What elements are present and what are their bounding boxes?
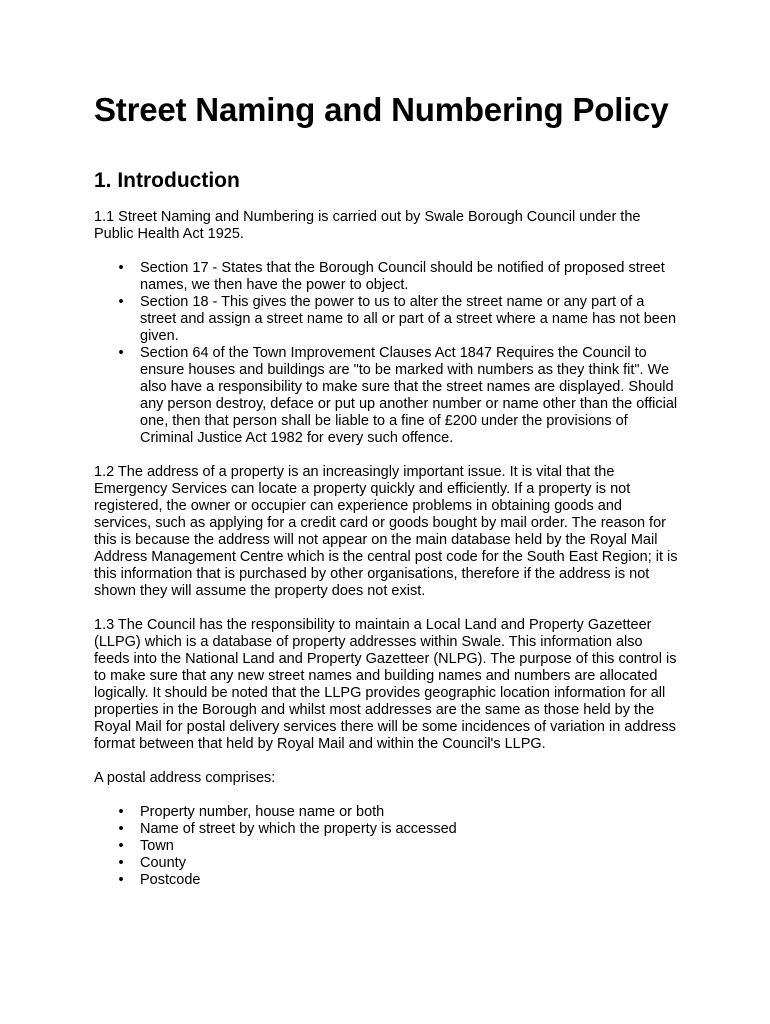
postal-address-intro: A postal address comprises: <box>94 770 276 786</box>
list-item-text: Section 64 of the Town Improvement Clauses Act 1847 Requires the Council to ensure houses and buildings are "to be marked with numbers as they think fit". We also have a responsibility to make sure that the street names are displayed. Should any person destroy, deface or put up another number or name other than the official one, then that person shall be liable to a fine of £200 under the provisions of Criminal Justice Act 1982 for every such offence. <box>140 345 678 446</box>
list-item-text: Section 18 - This gives the power to us to alter the street name or any part of a street and assign a street name to all or part of a street where a name has not been given. <box>140 294 677 344</box>
list-item-text: County <box>140 855 186 871</box>
section-heading-introduction: 1. Introduction <box>94 169 240 192</box>
bullet-icon: • <box>118 345 124 361</box>
legislation-list <box>94 260 680 447</box>
paragraph-1-1: 1.1 Street Naming and Numbering is carried out by Swale Borough Council under the Public Health Act 1925. <box>94 209 641 242</box>
bullet-icon: • <box>118 838 124 854</box>
list-item <box>118 260 680 294</box>
list-item-text: Section 17 - States that the Borough Council should be notified of proposed street names, we then have the power to object. <box>140 260 665 293</box>
list-item-text: Town <box>140 838 174 854</box>
paragraph-1-2: 1.2 The address of a property is an increasingly important issue. It is vital that the Emergency Services can locate a property quickly and efficiently. If a property is not registered, the owner or occupier can experience problems in obtaining goods and services, such as applying for a credit card or goods bought by mail order. The reason for this is because the address will not appear on the main database held by the Royal Mail Address Management Centre which is the central post code for the South East Region; it is this information that is purchased by other organisations, therefore if the address is not shown they will assume the property does not exist. <box>94 464 678 599</box>
list-item-text: Property number, house name or both <box>140 804 385 820</box>
list-item <box>118 804 680 821</box>
bullet-icon: • <box>118 260 124 276</box>
list-item <box>118 838 680 855</box>
list-item <box>118 872 680 889</box>
list-item <box>118 821 680 838</box>
list-item <box>118 345 680 447</box>
bullet-icon: • <box>118 294 124 310</box>
list-item <box>118 294 680 345</box>
bullet-icon: • <box>118 821 124 837</box>
list-item <box>118 855 680 872</box>
bullet-icon: • <box>118 872 124 888</box>
postal-address-list <box>94 804 680 889</box>
paragraph-1-3: 1.3 The Council has the responsibility to maintain a Local Land and Property Gazetteer (LLPG) which is a database of property addresses within Swale. This information also feeds into the National Land and Property Gazetteer (NLPG). The purpose of this control is to make sure that any new street names and building names and numbers are allocated logically. It should be noted that the LLPG provides geographic location information for all properties in the Borough and whilst most addresses are the same as those held by the Royal Mail for postal delivery services there will be some incidences of variation in address format between that held by Royal Mail and within the Council's LLPG. <box>94 617 677 752</box>
bullet-icon: • <box>118 804 124 820</box>
document-title: Street Naming and Numbering Policy <box>94 91 669 128</box>
list-item-text: Postcode <box>140 872 201 888</box>
list-item-text: Name of street by which the property is accessed <box>140 821 457 837</box>
bullet-icon: • <box>118 855 124 871</box>
